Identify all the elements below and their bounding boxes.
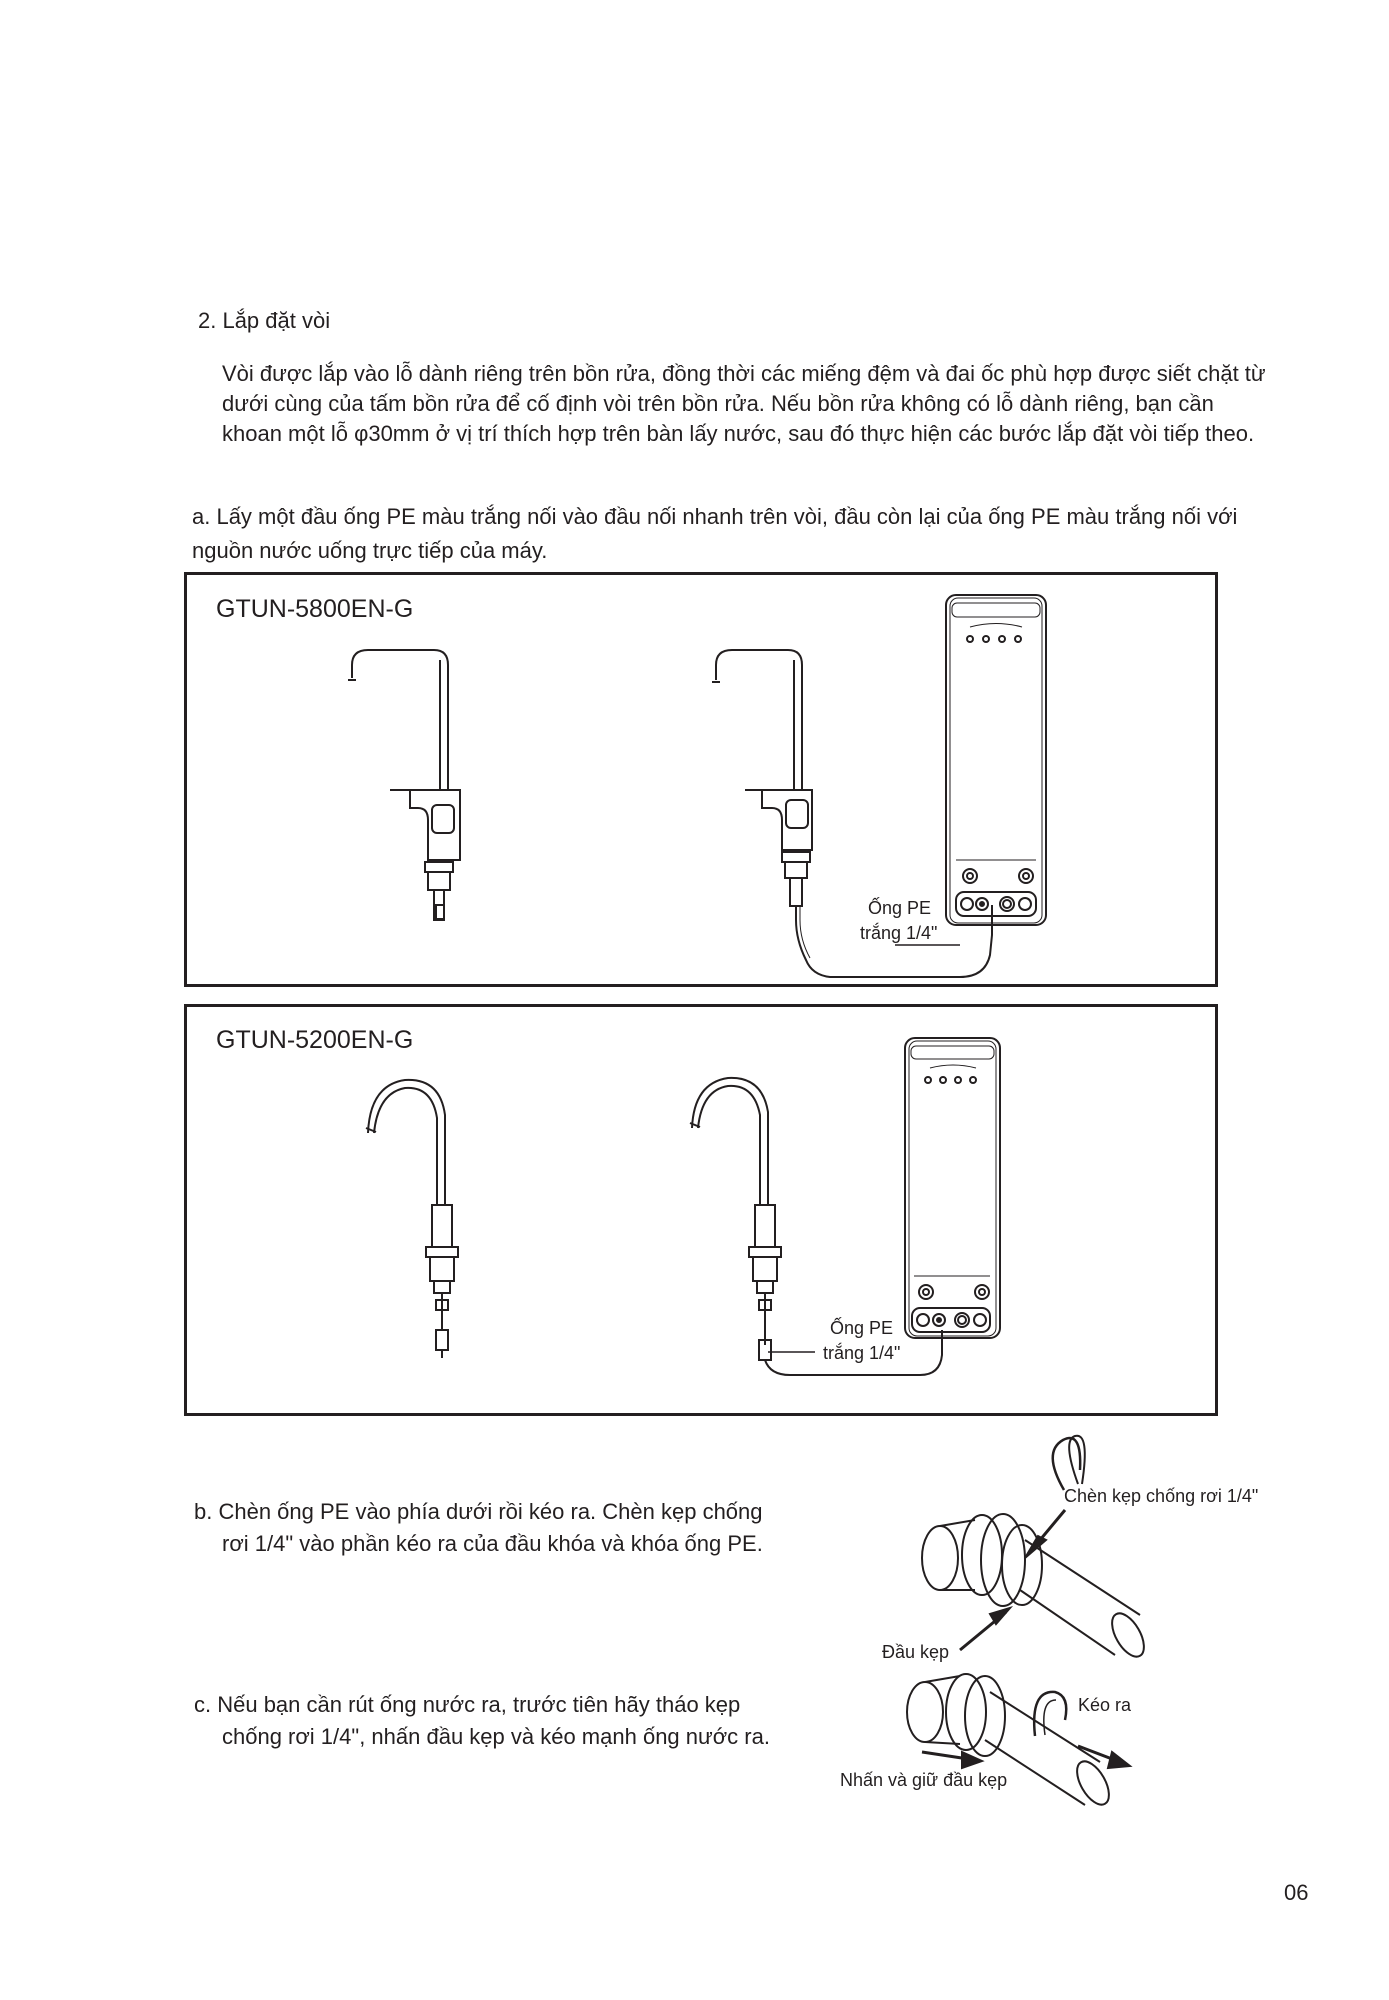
- label-insert-clip: Chèn kẹp chống rơi 1/4": [1064, 1486, 1259, 1506]
- label-pull-out: Kéo ra: [1078, 1695, 1132, 1715]
- label-press-hold: Nhấn và giữ đầu kẹp: [840, 1770, 1008, 1790]
- fitting-icon: [922, 1514, 1150, 1662]
- step-b-text: b. Chèn ống PE vào phía dưới rồi kéo ra. Chèn kẹp chống rơi 1/4" vào phần kéo ra của đầu khóa và khóa ống PE.: [194, 1499, 763, 1556]
- pipe-label-line2: trắng 1/4": [823, 1343, 901, 1363]
- label-clip-head: Đầu kẹp: [882, 1642, 950, 1662]
- pipe-label-line1: Ống PE: [830, 1318, 894, 1338]
- section-intro: Vòi được lắp vào lỗ dành riêng trên bồn rửa, đồng thời các miếng đệm và đai ốc phù hợp được siết chặt từ dưới cùng của tấm bồn rửa để cố định vòi trên bồn rửa. Nếu bồn rửa không có lỗ dành riêng, bạn cần khoan một lỗ φ30mm ở vị trí thích hợp trên bàn lấy nước, sau đó thực hiện các bước lắp đặt vòi tiếp theo.: [222, 361, 1266, 446]
- pipe-label-line2: trắng 1/4": [860, 923, 938, 943]
- model-label-5800: GTUN-5800EN-G: [216, 595, 414, 623]
- step-c-text: c. Nếu bạn cần rút ống nước ra, trước tiên hãy tháo kẹp chống rơi 1/4", nhấn đầu kẹp và kéo mạnh ống nước ra.: [194, 1692, 770, 1749]
- step-a-text: a. Lấy một đầu ống PE màu trắng nối vào đầu nối nhanh trên vòi, đầu còn lại của ống PE màu trắng nối với nguồn nước uống trực tiếp của máy.: [192, 504, 1238, 563]
- pipe-label-line1: Ống PE: [868, 898, 932, 918]
- section-heading: 2. Lắp đặt vòi: [198, 308, 331, 333]
- page-number: 06: [1284, 1880, 1309, 1905]
- model-label-5200: GTUN-5200EN-G: [216, 1026, 414, 1054]
